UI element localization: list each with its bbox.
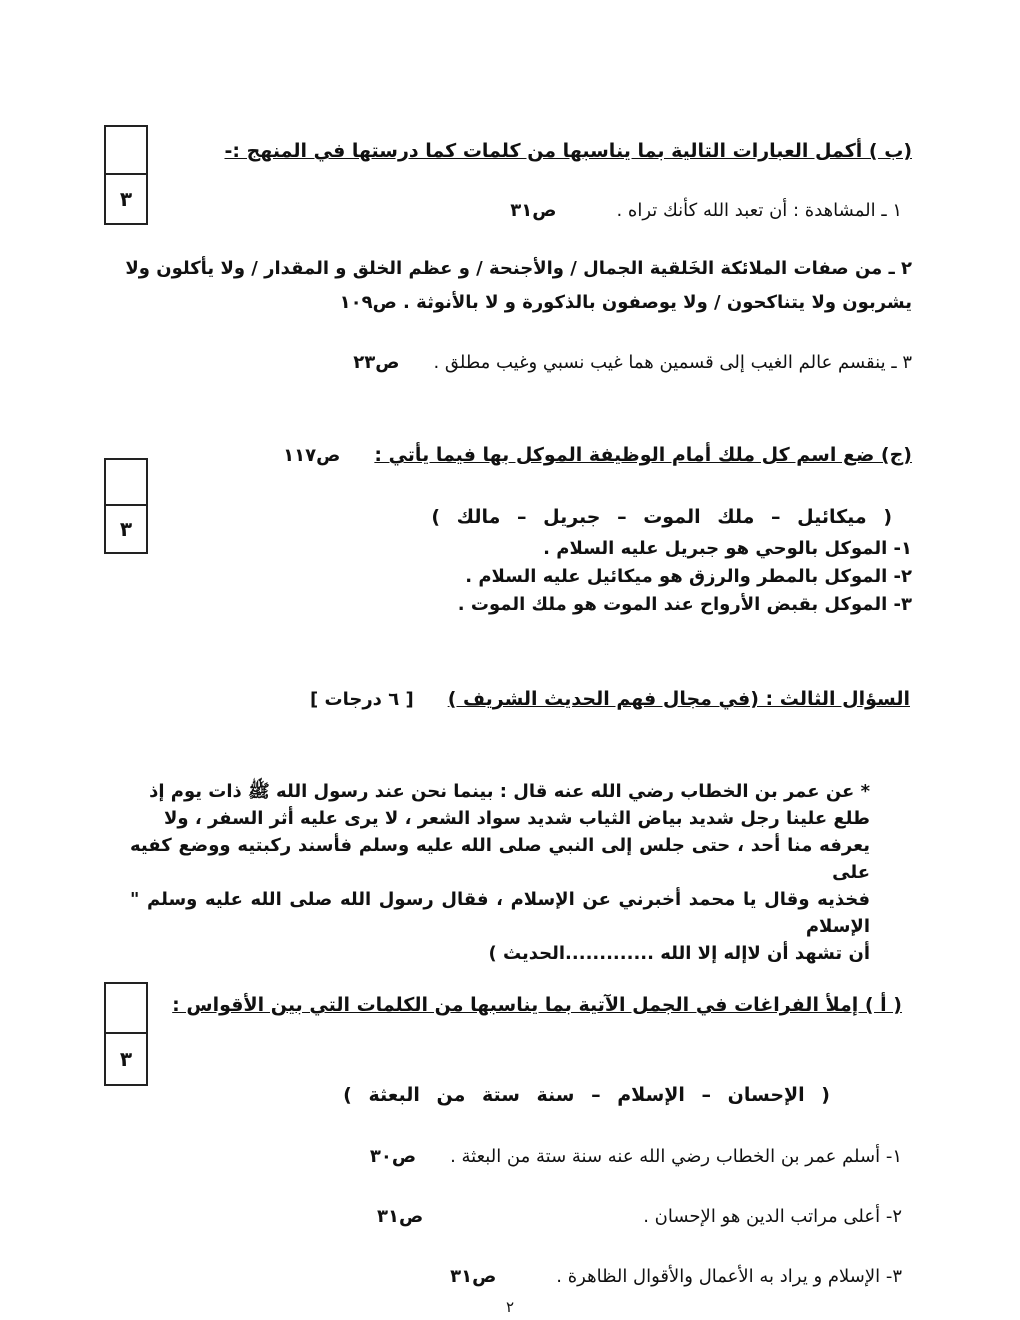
item-text: ٢- أعلى مراتب الدين هو الإحسان . [643, 1206, 902, 1227]
score-box-c [104, 458, 148, 554]
section-c-title: (ج) ضع اسم كل ملك أمام الوظيفة الموكل بها فيما يأتي : [374, 444, 912, 466]
page-ref: ص٣١ [510, 200, 557, 221]
score-box-empty-cell [106, 460, 146, 506]
score-box-a [104, 982, 148, 1086]
item-text: ١- أسلم عمر بن الخطاب رضي الله عنه سنة ستة من البعثة . [450, 1146, 902, 1167]
section-a-title: ( أ ) إملأ الفراغات في الجمل الآتية بما يناسبها من الكلمات التي بين الأقواس : [172, 994, 902, 1016]
score-box-empty-cell [106, 984, 146, 1034]
page-ref: ص١١٧ [283, 445, 341, 466]
item-text: ١ ـ المشاهدة : أن تعبد الله كأنك تراه . [616, 200, 902, 221]
score-value: ٣ [119, 1047, 133, 1071]
hadith-line-2: طلع علينا رجل شديد بياض الثياب شديد سواد الشعر ، لا يرى عليه أثر السفر ، ولا [164, 808, 870, 829]
score-box-b [104, 125, 148, 225]
hadith-paragraph [130, 778, 870, 967]
section-c-item-2: ٢- الموكل بالمطر والرزق هو ميكائيل عليه السلام . [465, 566, 912, 587]
section-a-item-1 [370, 1146, 902, 1167]
section-c-title-row [283, 444, 912, 466]
page-ref: ص٢٣ [353, 352, 400, 373]
hadith-line-4: فخذيه وقال يا محمد أخبرني عن الإسلام ، فقال رسول الله صلى الله عليه وسلم " الإسلام [130, 889, 870, 937]
question-3-title: السؤال الثالث : (في مجال فهم الحديث الشريف ) [447, 688, 910, 710]
section-b-item-3 [353, 352, 912, 373]
item-text: ٣ ـ ينقسم عالم الغيب إلى قسمين هما غيب نسبي وغيب مطلق . [433, 352, 912, 373]
section-b-item-2-line-2: يشربون ولا يتناكحون / ولا يوصفون بالذكورة و لا بالأنوثة . ص١٠٩ [339, 292, 912, 313]
section-a-item-2 [377, 1206, 902, 1227]
hadith-line-1: * عن عمر بن الخطاب رضي الله عنه قال : بينما نحن عند رسول الله ﷺ ذات يوم إذ [149, 781, 870, 802]
hadith-line-3: يعرفه منا أحد ، حتى جلس إلى النبي صلى الله عليه وسلم فأسند ركبتيه ووضع كفيه على [130, 835, 870, 883]
page-ref: ص٣٠ [369, 1146, 417, 1167]
page-ref: ص٣١ [377, 1206, 424, 1227]
score-value: ٣ [119, 517, 133, 541]
question-3-title-row [310, 688, 910, 710]
section-b-item-2-line-1: ٢ ـ من صفات الملائكة الخَلقية الجمال / والأجنحة / و عظم الخلق و المقدار / ولا يأكلون ولا [125, 258, 912, 279]
section-a-options: ( الإحسان – الإسلام – سنة ستة من البعثة ) [343, 1084, 830, 1106]
score-value: ٣ [119, 187, 133, 211]
section-c-options: ( ميكائيل – ملك الموت – جبريل – مالك ) [431, 506, 892, 528]
score-box-empty-cell [106, 127, 146, 175]
page-number: ٢ [506, 1298, 515, 1316]
item-text: ٣- الإسلام و يراد به الأعمال والأقوال الظاهرة . [556, 1266, 902, 1287]
page-ref: ص٣١ [450, 1266, 497, 1287]
question-3-grade: [ ٦ درجات ] [310, 689, 414, 710]
section-b-item-1 [510, 200, 902, 221]
section-c-item-3: ٣- الموكل بقبض الأرواح عند الموت هو ملك الموت . [457, 594, 912, 615]
hadith-line-5: أن تشهد أن لاإله إلا الله .............الحديث ) [488, 943, 870, 964]
section-a-item-3 [450, 1266, 902, 1287]
section-b-title: (ب ) أكمل العبارات التالية بما يناسبها من كلمات كما درستها في المنهج :- [224, 140, 912, 162]
section-c-item-1: ١- الموكل بالوحي هو جبريل عليه السلام . [543, 538, 912, 559]
